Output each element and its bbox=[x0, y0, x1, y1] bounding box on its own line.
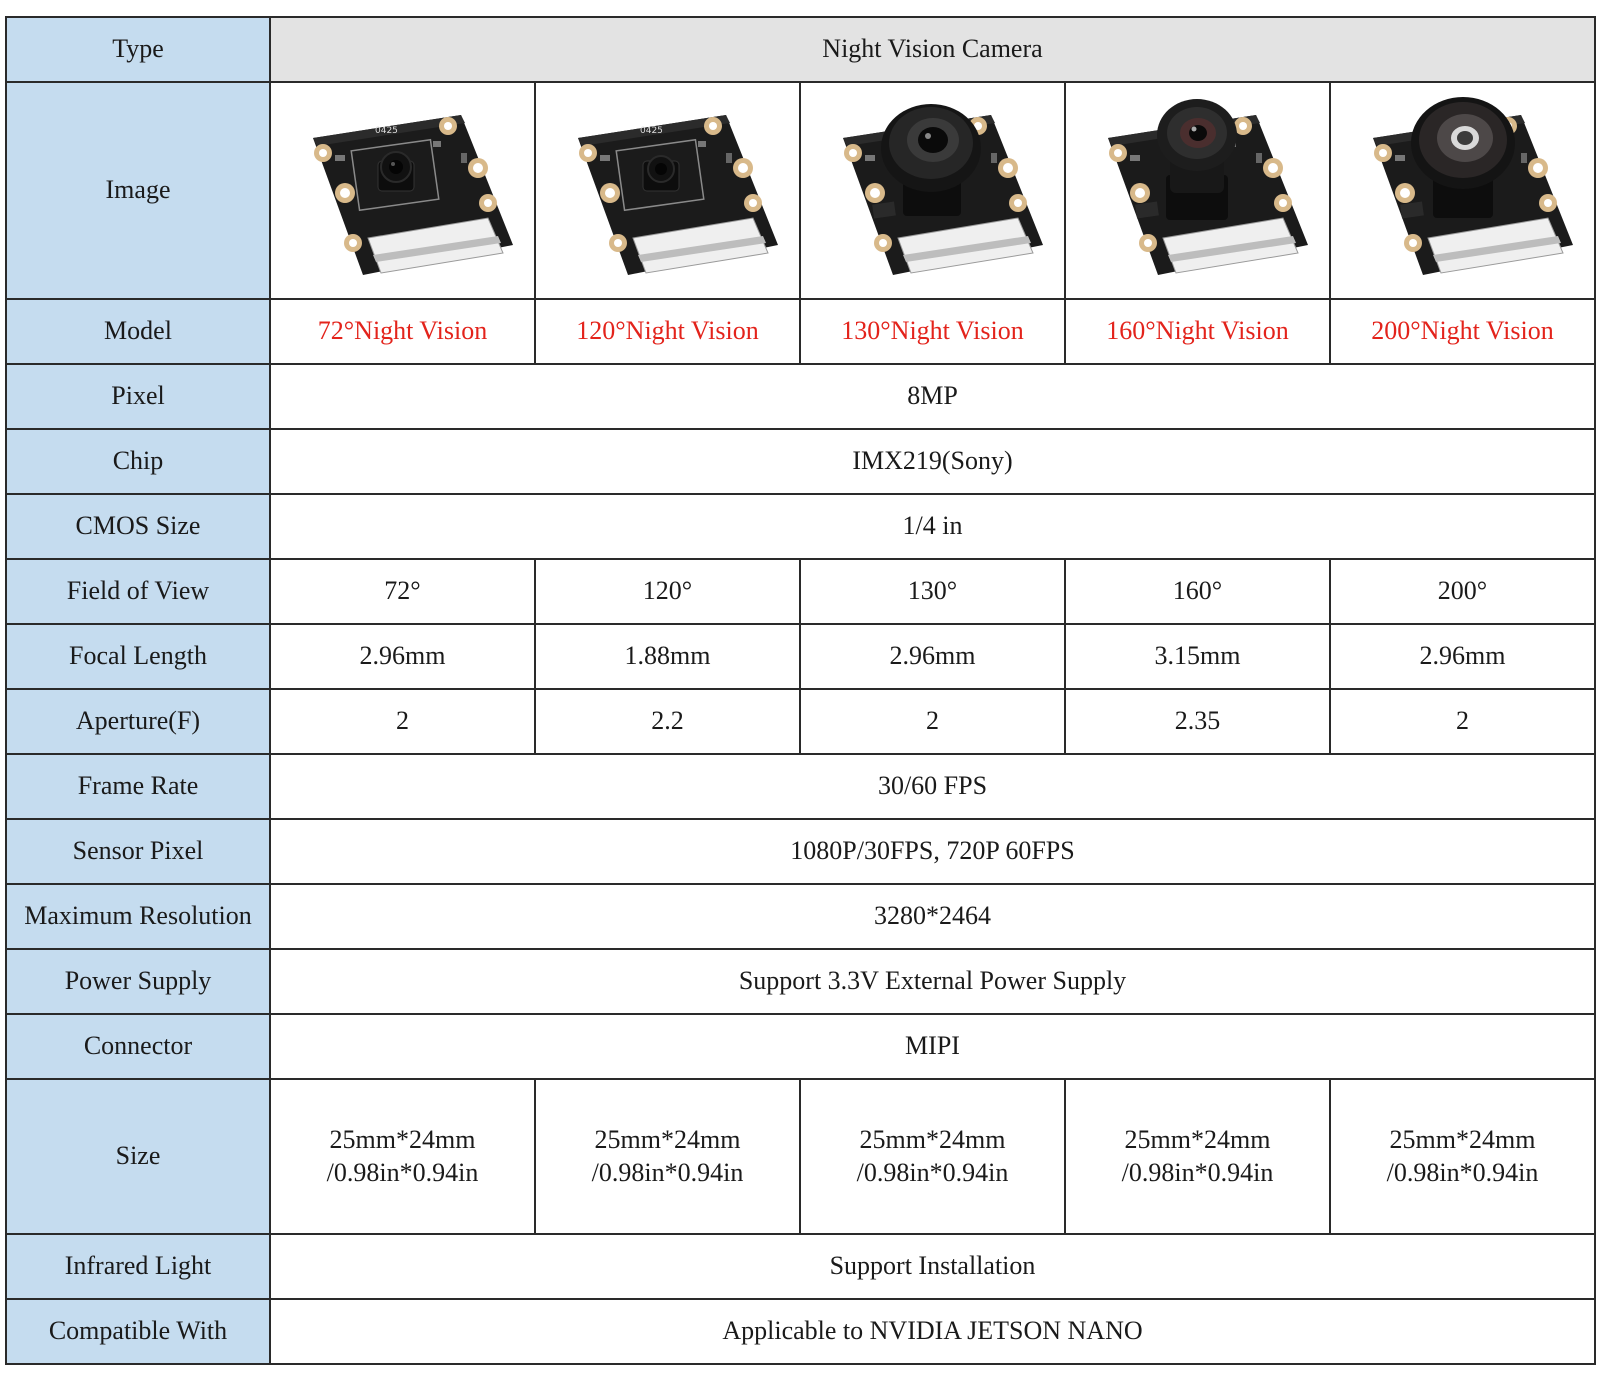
max-resolution-value: 3280*2464 bbox=[270, 884, 1595, 949]
max-resolution-row bbox=[6, 884, 1595, 949]
field-of-view-value: 200° bbox=[1330, 559, 1595, 624]
camera-image-130 bbox=[800, 82, 1065, 299]
infrared-light-value: Support Installation bbox=[270, 1234, 1595, 1299]
pixel-value: 8MP bbox=[270, 364, 1595, 429]
frame-rate-value: 30/60 FPS bbox=[270, 754, 1595, 819]
model-value: 200°Night Vision bbox=[1330, 299, 1595, 364]
field-of-view-value: 120° bbox=[535, 559, 800, 624]
image-row bbox=[6, 82, 1595, 299]
model-row bbox=[6, 299, 1595, 364]
cmos-size-row bbox=[6, 494, 1595, 559]
size-value bbox=[1330, 1079, 1595, 1234]
model-label: Model bbox=[6, 299, 270, 364]
chip-row bbox=[6, 429, 1595, 494]
model-value: 160°Night Vision bbox=[1065, 299, 1330, 364]
focal-length-value: 2.96mm bbox=[270, 624, 535, 689]
size-metric: 25mm*24mm bbox=[594, 1125, 741, 1154]
type-value: Night Vision Camera bbox=[270, 17, 1595, 82]
spec-table bbox=[5, 16, 1596, 1365]
aperture-value: 2 bbox=[270, 689, 535, 754]
focal-length-value: 2.96mm bbox=[800, 624, 1065, 689]
aperture-value: 2.2 bbox=[535, 689, 800, 754]
focal-length-value: 3.15mm bbox=[1065, 624, 1330, 689]
compatible-with-label: Compatible With bbox=[6, 1299, 270, 1364]
size-metric: 25mm*24mm bbox=[859, 1125, 1006, 1154]
aperture-label: Aperture(F) bbox=[6, 689, 270, 754]
size-imperial: /0.98in*0.94in bbox=[591, 1157, 744, 1187]
connector-row bbox=[6, 1014, 1595, 1079]
camera-image-200 bbox=[1330, 82, 1595, 299]
size-imperial: /0.98in*0.94in bbox=[1121, 1157, 1274, 1187]
image-label: Image bbox=[6, 82, 270, 299]
pcb-marking: 0425 bbox=[374, 126, 398, 136]
model-value: 72°Night Vision bbox=[270, 299, 535, 364]
small-lens-camera-icon bbox=[283, 93, 523, 288]
size-row bbox=[6, 1079, 1595, 1234]
sensor-pixel-label: Sensor Pixel bbox=[6, 819, 270, 884]
aperture-value: 2.35 bbox=[1065, 689, 1330, 754]
pixel-label: Pixel bbox=[6, 364, 270, 429]
frame-rate-row bbox=[6, 754, 1595, 819]
sensor-pixel-value: 1080P/30FPS, 720P 60FPS bbox=[270, 819, 1595, 884]
pixel-row bbox=[6, 364, 1595, 429]
type-label: Type bbox=[6, 17, 270, 82]
size-metric: 25mm*24mm bbox=[1124, 1125, 1271, 1154]
aperture-row bbox=[6, 689, 1595, 754]
size-value bbox=[535, 1079, 800, 1234]
type-row bbox=[6, 17, 1595, 82]
sensor-pixel-row bbox=[6, 819, 1595, 884]
pcb-marking: 0425 bbox=[639, 126, 663, 136]
focal-length-value: 1.88mm bbox=[535, 624, 800, 689]
field-of-view-value: 160° bbox=[1065, 559, 1330, 624]
model-value: 130°Night Vision bbox=[800, 299, 1065, 364]
model-value: 120°Night Vision bbox=[535, 299, 800, 364]
aperture-value: 2 bbox=[1330, 689, 1595, 754]
size-metric: 25mm*24mm bbox=[329, 1125, 476, 1154]
small-lens-camera-icon bbox=[548, 93, 788, 288]
field-of-view-value: 130° bbox=[800, 559, 1065, 624]
power-supply-row bbox=[6, 949, 1595, 1014]
size-label: Size bbox=[6, 1079, 270, 1234]
fisheye-lens-camera-icon bbox=[1343, 93, 1583, 288]
connector-value: MIPI bbox=[270, 1014, 1595, 1079]
max-resolution-label: Maximum Resolution bbox=[6, 884, 270, 949]
field-of-view-label: Field of View bbox=[6, 559, 270, 624]
cmos-size-value: 1/4 in bbox=[270, 494, 1595, 559]
compatible-with-row bbox=[6, 1299, 1595, 1364]
power-supply-value: Support 3.3V External Power Supply bbox=[270, 949, 1595, 1014]
chip-label: Chip bbox=[6, 429, 270, 494]
focal-length-value: 2.96mm bbox=[1330, 624, 1595, 689]
focal-length-label: Focal Length bbox=[6, 624, 270, 689]
size-value bbox=[270, 1079, 535, 1234]
field-of-view-value: 72° bbox=[270, 559, 535, 624]
infrared-light-row bbox=[6, 1234, 1595, 1299]
frame-rate-label: Frame Rate bbox=[6, 754, 270, 819]
camera-image-72 bbox=[270, 82, 535, 299]
size-metric: 25mm*24mm bbox=[1389, 1125, 1536, 1154]
large-lens-camera-icon bbox=[1078, 93, 1318, 288]
size-value bbox=[1065, 1079, 1330, 1234]
size-value bbox=[800, 1079, 1065, 1234]
camera-image-120 bbox=[535, 82, 800, 299]
chip-value: IMX219(Sony) bbox=[270, 429, 1595, 494]
cmos-size-label: CMOS Size bbox=[6, 494, 270, 559]
size-imperial: /0.98in*0.94in bbox=[1386, 1157, 1539, 1187]
connector-label: Connector bbox=[6, 1014, 270, 1079]
power-supply-label: Power Supply bbox=[6, 949, 270, 1014]
size-imperial: /0.98in*0.94in bbox=[856, 1157, 1009, 1187]
compatible-with-value: Applicable to NVIDIA JETSON NANO bbox=[270, 1299, 1595, 1364]
infrared-light-label: Infrared Light bbox=[6, 1234, 270, 1299]
focal-length-row bbox=[6, 624, 1595, 689]
aperture-value: 2 bbox=[800, 689, 1065, 754]
field-of-view-row bbox=[6, 559, 1595, 624]
fisheye-lens-camera-icon bbox=[813, 93, 1053, 288]
camera-image-160 bbox=[1065, 82, 1330, 299]
size-imperial: /0.98in*0.94in bbox=[326, 1157, 479, 1187]
